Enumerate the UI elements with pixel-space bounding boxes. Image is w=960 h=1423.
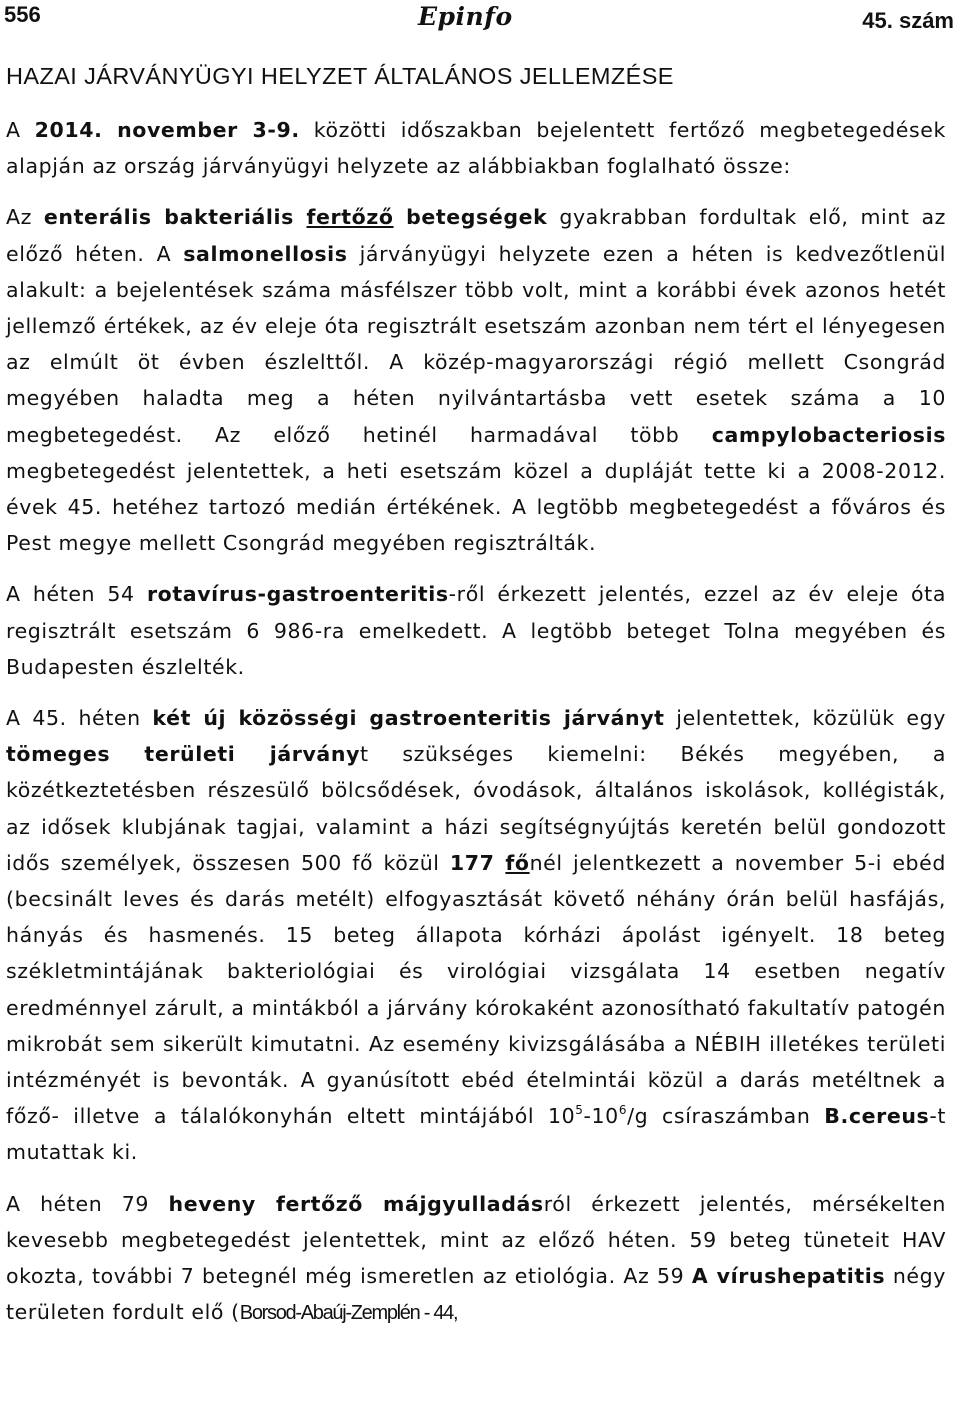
text: jelentettek, közülük egy bbox=[664, 706, 946, 731]
text: megbetegedést jelentettek, a heti esetszám közel a dupláját tette ki a 2008-2012. évek 45. hetéhez tartozó medián értékének. A legtöbb megbetegedést a főváros és Pest megye mellett Csongrád megyében regisztrálták. bbox=[6, 458, 946, 556]
term-hepatitis: heveny fertőző májgyulladás bbox=[168, 1191, 544, 1216]
text: ról érkezett jelentés, mérsékelten kevesebb megbetegedést jelentettek, mint az előző héten. 59 beteg tüneteit HAV okozta, további 7 betegnél még ismeretlen az etiológia. Az 59 bbox=[6, 1191, 947, 1289]
text: -10 bbox=[583, 1104, 619, 1129]
section-title: HAZAI JÁRVÁNYÜGYI HELYZET ÁLTALÁNOS JELLEMZÉSE bbox=[6, 63, 674, 89]
article-body bbox=[6, 60, 946, 1347]
text: A 45. héten bbox=[6, 706, 153, 731]
text: nél jelentkezett a november 5-i ebéd (becsinált leves és darás metélt) elfogyasztását követő néhány órán belül hasfájás, hányás és hasmenés. 15 beteg állapota kórházi ápolást igényelt. 18 beteg székletmintájának bakteriológiai és virológiai vizsgálata 14 esetben negatív eredménnyel zárult, a mintákból a járvány kórokaként azonosítható fakultatív patogén mikrobát sem sikerült kimutatni. Az esemény kivizsgálásába a NÉBIH illetékes területi intézményét is bevonták. A gyanúsított ebéd ételmintái közül a darás metéltnek a főző- illetve a tálalókonyhán eltett mintájából 10 bbox=[6, 850, 946, 1129]
paragraph-intro bbox=[6, 112, 946, 184]
paragraph-enteral bbox=[6, 199, 946, 561]
term-virushepatitis: A vírushepatitis bbox=[691, 1264, 886, 1289]
term-outbreak: két új közösségi gastroenteritis járványt bbox=[152, 706, 665, 731]
text: -t mutattak ki. bbox=[6, 1104, 946, 1165]
term-salmonellosis: salmonellosis bbox=[183, 241, 348, 266]
term-underlined: fertőző bbox=[306, 205, 394, 230]
text: A bbox=[6, 118, 35, 142]
term-campylobacteriosis: campylobacteriosis bbox=[711, 422, 946, 447]
page-header bbox=[0, 0, 960, 50]
text: közötti időszakban bejelentett fertőző megbetegedések alapján az ország járványügyi helyzete az alábbiakban foglalható össze: bbox=[6, 118, 946, 179]
text-condensed: Borsod-Abaúj-Zemplén - 44, bbox=[239, 1302, 458, 1325]
term-mass-outbreak: tömeges területi járvány bbox=[6, 742, 361, 767]
paragraph-hepatitis bbox=[6, 1186, 946, 1332]
text: A héten 54 bbox=[6, 582, 147, 607]
text: gyakrabban fordultak elő, mint az előző héten. A bbox=[6, 205, 947, 266]
paragraph-outbreak bbox=[6, 700, 946, 1171]
text: t szükséges kiemelni: Békés megyében, a közétkeztetésben részesülő bölcsődések, óvodások, általános iskolások, kollégisták, az idősek klubjának tagjai, valamint a házi segítségnyújtás keretén belül gondozott idős személyek, összesen 500 fő közül bbox=[6, 742, 946, 875]
page-number: 556 bbox=[4, 2, 41, 27]
term-rotavirus: rotavírus-gastroenteritis bbox=[146, 582, 449, 607]
text: A héten 79 bbox=[6, 1191, 169, 1216]
text: Az bbox=[6, 205, 44, 230]
superscript: 5 bbox=[575, 1103, 584, 1118]
text: /g csíraszámban bbox=[627, 1104, 825, 1129]
paragraph-rotavirus bbox=[6, 576, 946, 685]
text: négy területen fordult elő ( bbox=[6, 1264, 946, 1325]
term-bold: enterális bakteriális bbox=[43, 205, 307, 230]
term-bcereus: B.cereus bbox=[824, 1104, 930, 1129]
issue-number: 45. szám bbox=[862, 8, 954, 33]
term-bold: betegségek bbox=[393, 205, 548, 230]
date-range: 2014. november 3-9. bbox=[34, 118, 300, 142]
count-underlined: fő bbox=[505, 850, 530, 875]
epinfo-logo: Epinfo bbox=[418, 2, 513, 31]
count-bold: 177 bbox=[449, 850, 506, 875]
text: -ről érkezett jelentés, ezzel az év eleje óta regisztrált esetszám 6 986-ra emelkedett. A legtöbb beteget Tolna megyében és Budapesten észlelték. bbox=[6, 582, 946, 679]
text: járványügyi helyzete ezen a héten is kedvezőtlenül alakult: a bejelentések száma másfélszer több volt, mint a korábbi évek azonos hetét jellemző értékek, az év eleje óta regisztrált esetszám azonban nem tért el lényegesen az elmúlt öt évben észlelttől. A közép-magyarországi régió mellett Csongrád megyében haladta meg a héten nyilvántartásba vett esetek száma a 10 megbetegedést. Az előző hetinél harmadával több bbox=[6, 241, 946, 447]
superscript: 6 bbox=[618, 1103, 628, 1118]
